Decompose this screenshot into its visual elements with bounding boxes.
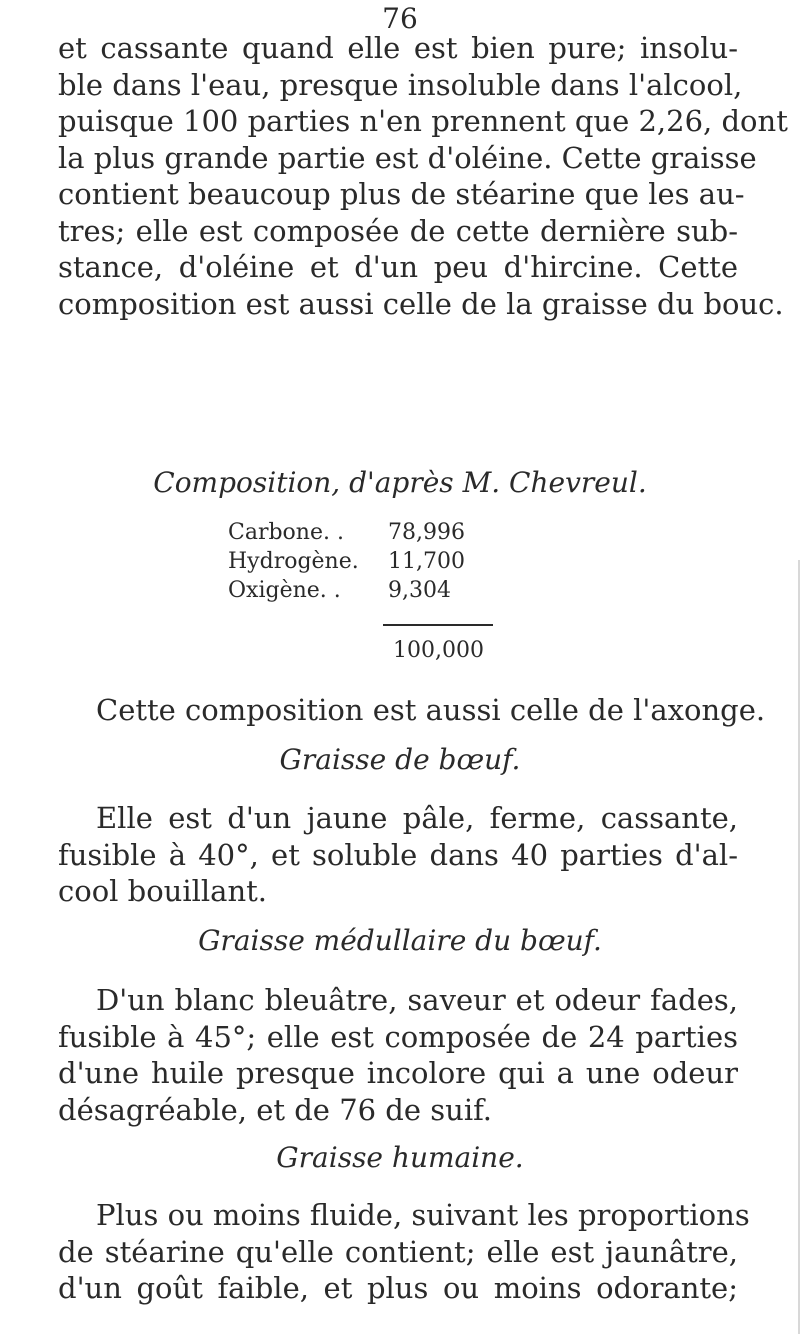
text-line: désagréable, et de 76 de suif. <box>58 1092 493 1127</box>
text-line: fusible à 40°, et soluble dans 40 parties d'al- <box>58 837 738 872</box>
text-line: ble dans l'eau, presque insoluble dans l'alcool, <box>58 67 743 102</box>
composition-total: 100,000 <box>393 638 484 663</box>
text-line: de stéarine qu'elle contient; elle est jaunâtre, <box>58 1234 738 1269</box>
element-name: Hydrogène. <box>228 549 359 574</box>
text-line: composition est aussi celle de la graisse du bouc. <box>58 286 784 321</box>
paragraph-medullaire <box>58 982 738 1128</box>
element-value: 9,304 <box>388 578 451 603</box>
text-line: Cette composition est aussi celle de l'axonge. <box>96 693 766 727</box>
axonge-line <box>58 692 766 729</box>
text-line: d'une huile presque incolore qui a une odeur <box>58 1056 738 1090</box>
element-value: 11,700 <box>388 549 465 574</box>
sum-rule <box>383 624 493 626</box>
page-number: 76 <box>382 2 418 35</box>
text-line: d'un goût faible, et plus ou moins odorante; <box>58 1271 738 1305</box>
composition-row <box>228 520 588 549</box>
medullaire-heading: Graisse médullaire du bœuf. <box>198 924 602 957</box>
element-value: 78,996 <box>388 520 465 545</box>
text-line: tres; elle est composée de cette dernière sub- <box>58 213 738 248</box>
text-line: fusible à 45°; elle est composée de 24 parties <box>58 1019 738 1054</box>
text-line: Plus ou moins fluide, suivant les proportions <box>96 1198 750 1232</box>
paragraph-humaine <box>58 1197 750 1307</box>
composition-row <box>228 578 588 607</box>
text-line: D'un blanc bleuâtre, saveur et odeur fades, <box>96 983 738 1017</box>
text-line: Elle est d'un jaune pâle, ferme, cassante, <box>96 801 738 835</box>
text-line: puisque 100 parties n'en prennent que 2,26, dont <box>58 104 788 138</box>
paragraph-intro <box>58 30 788 322</box>
composition-table <box>228 520 588 663</box>
text-line: stance, d'oléine et d'un peu d'hircine. Cette <box>58 250 738 284</box>
text-line: contient beaucoup plus de stéarine que les au- <box>58 177 745 211</box>
boeuf-heading: Graisse de bœuf. <box>279 743 521 776</box>
composition-row <box>228 549 588 578</box>
element-name: Oxigène. . <box>228 578 341 603</box>
text-line: la plus grande partie est d'oléine. Cette graisse <box>58 140 757 175</box>
text-line: et cassante quand elle est bien pure; insolu- <box>58 31 738 65</box>
composition-heading: Composition, d'après M. Chevreul. <box>153 466 647 499</box>
element-name: Carbone. . <box>228 520 344 545</box>
paragraph-boeuf <box>58 800 738 910</box>
text-line: cool bouillant. <box>58 874 268 908</box>
humaine-heading: Graisse humaine. <box>276 1141 524 1174</box>
